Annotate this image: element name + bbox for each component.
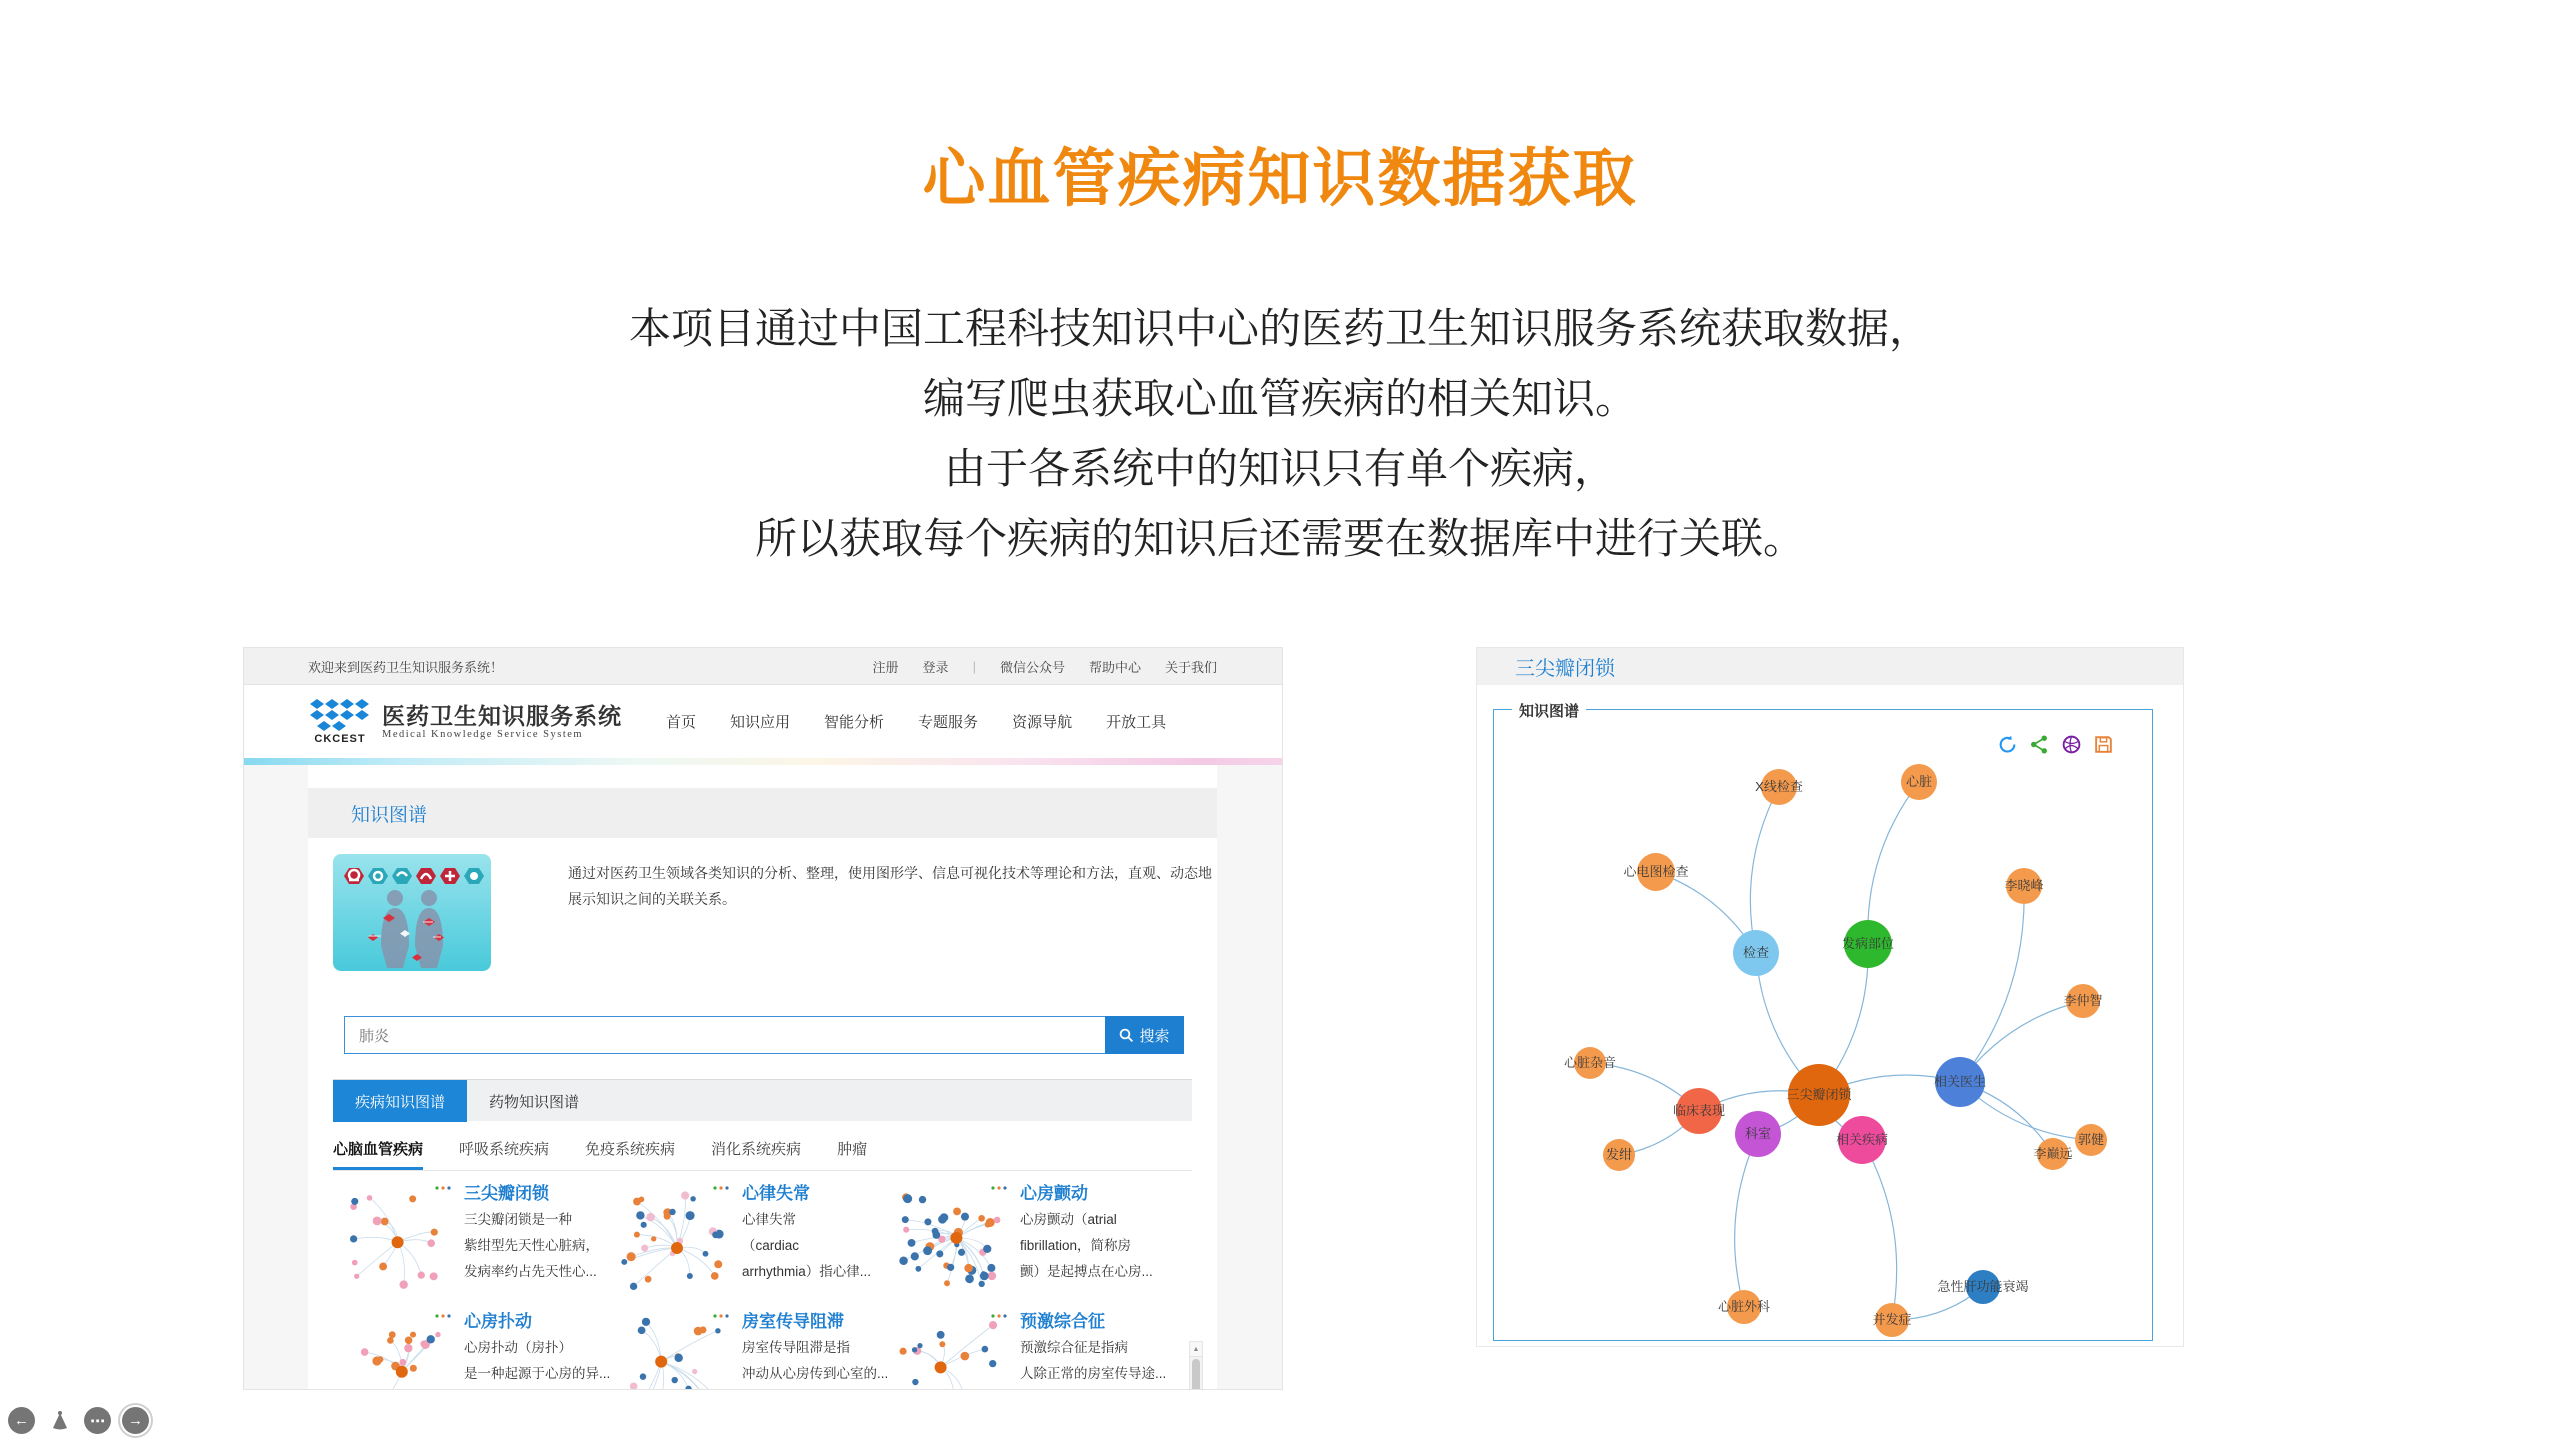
section-title: 知识图谱 [351,804,428,826]
search-button[interactable]: 搜索 [1105,1016,1184,1054]
card-body [742,1183,889,1297]
next-slide-button[interactable] [122,1407,149,1434]
disease-card[interactable] [611,1311,889,1390]
graph-node-label: 相关疾病 [1835,1132,1889,1147]
graph-node-label: 科室 [1744,1126,1772,1141]
card-text-line: 预激综合征是指病 [1020,1340,1128,1355]
body-line: 所以获取每个疾病的知识后还需要在数据库中进行关联。 [754,515,1805,562]
more-options-button[interactable] [84,1407,111,1434]
slide-body-text [0,294,2560,574]
card-graph-thumbnail [889,1183,1010,1297]
card-title[interactable]: 心房扑动 [464,1312,532,1331]
ball-icon[interactable] [2061,734,2082,755]
knowledge-graph-box [1493,703,2153,1341]
card-body [1020,1311,1167,1390]
section-header-bar [308,788,1217,838]
graph-node-label: 三尖瓣闭锁 [1786,1087,1852,1102]
category-tab[interactable]: 消化系统疾病 [711,1141,802,1158]
card-graph-thumbnail [611,1183,732,1297]
card-title[interactable]: 心律失常 [742,1184,810,1203]
logo-abbr: CKCEST [314,733,366,745]
category-tab[interactable]: 心脑血管疾病 [333,1138,423,1170]
card-body [1020,1183,1167,1297]
topbar-link[interactable]: 登录 [922,659,949,675]
knowledge-graph-panel [1476,647,2184,1347]
graph-node-label: 心电图检查 [1623,864,1689,879]
graph-edge [1862,1140,1897,1320]
card-graph-thumbnail [889,1311,1010,1390]
topbar-link[interactable]: 注册 [872,659,899,675]
graph-node-label: 发绀 [1605,1147,1633,1162]
page-content [308,765,1217,1390]
graph-node-label: 检查 [1742,945,1770,960]
card-text-line: 紫绀型先天性心脏病， [464,1238,599,1253]
graph-node-label: 相关医生 [1933,1074,1987,1089]
body-line: 编写爬虫获取心血管疾病的相关知识。 [922,375,1637,422]
graph-node-label: 郭健 [2077,1132,2105,1147]
card-title[interactable]: 房室传导阻滞 [742,1312,844,1331]
logo-diamonds-icon [309,698,371,732]
graph-node-label: 李仲智 [2063,993,2103,1008]
graph-type-tabs [333,1079,1192,1121]
share-nodes-icon[interactable] [2029,734,2050,755]
card-text-line: 冲动从心房传到心室的... [742,1366,889,1381]
scrollbar-up-arrow[interactable]: ▲ [1190,1342,1202,1357]
card-graph-thumbnail [333,1311,454,1390]
tab-疾病知识图谱[interactable]: 疾病知识图谱 [333,1080,467,1122]
header-gradient-bar [244,758,1283,765]
graph-node-label: 临床表现 [1672,1103,1726,1118]
knowledge-graph-canvas[interactable] [1494,710,2152,1340]
nav-item[interactable]: 智能分析 [824,714,885,731]
arrow-left-icon: ← [14,1412,29,1429]
graph-edge [1960,886,2024,1082]
nav-item[interactable]: 专题服务 [918,714,979,731]
card-body [464,1183,611,1297]
presentation-controls [8,1407,149,1434]
graph-node-label: 并发症 [1872,1312,1912,1327]
ellipsis-icon: ⋯ [90,1412,105,1430]
card-text-line: 是一种起源于心房的异... [464,1366,611,1381]
card-body [464,1311,611,1390]
card-body [742,1311,889,1390]
card-text-line: 心律失常 [742,1212,796,1227]
search-icon [1119,1028,1134,1043]
site-topbar [244,648,1283,685]
graph-node-label: 李晓峰 [2004,878,2044,893]
site-name-cn: 医药卫生知识服务系统 [382,703,622,729]
topbar-link[interactable]: 帮助中心 [1088,659,1141,675]
disease-card[interactable] [889,1183,1167,1297]
nav-item[interactable]: 首页 [666,714,697,731]
graph-edge [1750,787,1779,953]
graph-panel-header [1477,648,2183,685]
graph-panel-title: 三尖瓣闭锁 [1515,658,1615,680]
cards-scrollbar[interactable] [1189,1341,1203,1390]
graph-node-label: 心脏杂音 [1563,1055,1617,1070]
site-name-en: Medical Knowledge Service System [382,729,584,740]
disease-card-grid [333,1183,1167,1390]
card-text-line: 发病率约占先天性心... [464,1264,597,1279]
nav-item[interactable]: 资源导航 [1012,714,1073,731]
welcome-text: 欢迎来到医药卫生知识服务系统！ [308,659,504,675]
graph-node-label: 心脏外科 [1717,1299,1771,1314]
cone-icon [48,1409,72,1433]
site-logo[interactable] [308,698,622,745]
card-title[interactable]: 预激综合征 [1020,1312,1105,1331]
card-text-line: 心房扑动（房扑） [464,1340,572,1355]
site-navbar [244,685,1283,758]
card-text-line: arrhythmia）指心律... [742,1264,872,1279]
disease-card[interactable] [333,1311,611,1390]
knowledge-graph-banner-image [333,854,491,971]
card-text-line: （cardiac [742,1238,800,1253]
website-screenshot [243,647,1283,1390]
card-text-line: fibrillation，简称房 [1020,1238,1132,1253]
card-text-line: 房室传导阻滞是指 [742,1340,850,1355]
card-text-line: 颤）是起搏点在心房... [1020,1264,1153,1279]
graph-edge [1735,1134,1758,1307]
graph-node-label: 发病部位 [1841,936,1895,951]
graph-box-legend: 知识图谱 [1512,700,1586,721]
topbar-link[interactable]: 关于我们 [1164,659,1217,675]
prev-slide-button[interactable] [8,1407,35,1434]
page-title: 心血管疾病知识数据获取 [922,144,1638,214]
category-tab[interactable]: 呼吸系统疾病 [459,1141,550,1158]
graph-node-label: 急性肝功能衰竭 [1937,1279,2029,1294]
refresh-icon[interactable] [1997,734,2018,755]
graph-edge [1868,782,1919,944]
arrow-right-icon: → [128,1412,143,1429]
card-text-line: 三尖瓣闭锁是一种 [464,1212,572,1227]
save-icon[interactable] [2093,734,2114,755]
pointer-tool-button[interactable] [46,1407,73,1434]
card-title[interactable]: 三尖瓣闭锁 [464,1184,549,1203]
graph-node-label: 李巅远 [2033,1146,2073,1161]
card-graph-thumbnail [333,1183,454,1297]
category-tab[interactable]: 免疫系统疾病 [585,1141,676,1158]
graph-node-label: X线检查 [1755,779,1803,794]
disease-card[interactable] [889,1311,1167,1390]
card-graph-thumbnail [611,1311,732,1390]
topbar-separator: | [972,658,976,674]
body-line: 本项目通过中国工程科技知识中心的医药卫生知识服务系统获取数据， [628,305,1931,352]
search-input[interactable] [344,1016,1105,1054]
scrollbar-thumb[interactable] [1192,1359,1200,1390]
category-tab[interactable]: 肿瘤 [837,1141,868,1158]
card-title[interactable]: 心房颤动 [1020,1184,1088,1203]
graph-node-label: 心脏 [1905,774,1933,789]
tab-药物知识图谱[interactable]: 药物知识图谱 [489,1093,580,1111]
card-text-line: 人除正常的房室传导途... [1020,1366,1167,1381]
disease-category-tabs [333,1138,1192,1171]
topbar-link[interactable]: 微信公众号 [999,659,1065,675]
body-line: 由于各系统中的知识只有单个疾病， [943,445,1616,492]
nav-item[interactable]: 知识应用 [730,714,791,731]
disease-card[interactable] [611,1183,889,1297]
nav-item[interactable]: 开放工具 [1106,714,1167,731]
section-description: 通过对医药卫生领域各类知识的分析、整理，使用图形学、信息可视化技术等理论和方法，直观、动态地展示知识之间的关联关系。 [568,865,1212,907]
disease-card[interactable] [333,1183,611,1297]
card-text-line: 心房颤动（atrial [1020,1212,1117,1227]
